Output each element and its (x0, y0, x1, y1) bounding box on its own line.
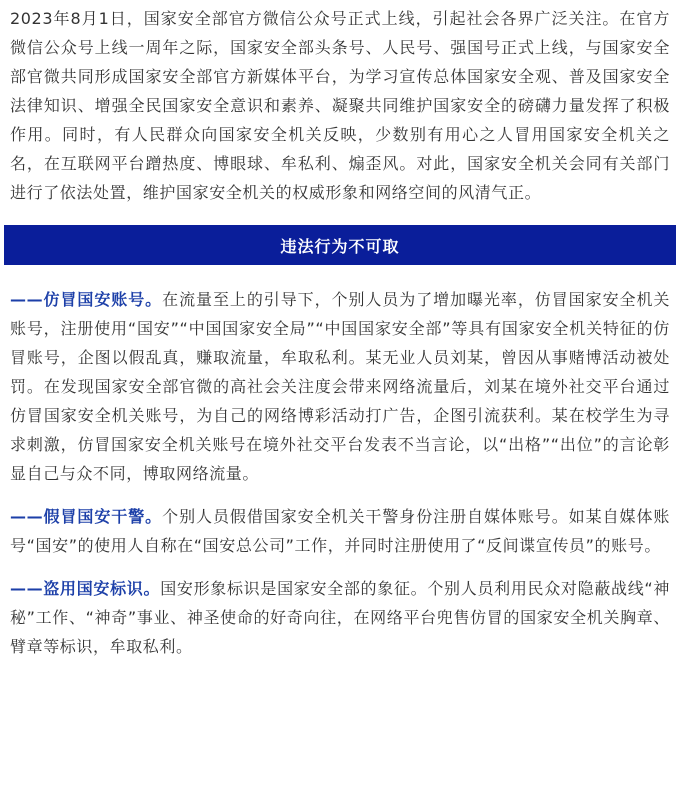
section-text: 个别人员假借国家安全机关干警身份注册自媒体账号。如某自媒体账号“国安”的使用人自称在“国安总公司”工作，并同时注册使用了“反间谍宣传员”的账号。 (10, 507, 670, 555)
section-lead: ——假冒国安干警。 (10, 507, 163, 526)
section-banner: 违法行为不可取 (4, 225, 676, 265)
section-counterfeit-accounts (10, 285, 670, 488)
section-lead: ——盗用国安标识。 (10, 579, 161, 598)
section-text: 国安形象标识是国家安全部的象征。个别人员利用民众对隐蔽战线“神秘”工作、“神奇”事业、神圣使命的好奇向往，在网络平台兜售仿冒的国家安全机关胸章、臂章等标识，牟取私利。 (10, 579, 671, 656)
section-text: 在流量至上的引导下，个别人员为了增加曝光率，仿冒国家安全机关账号，注册使用“国安”“中国国家安全局”“中国国家安全部”等具有国家安全机关特征的仿冒账号，企图以假乱真，赚取流量，牟取私利。某无业人员刘某，曾因从事赌博活动被处罚。在发现国家安全部官微的高社会关注度会带来网络流量后，刘某在境外社交平台通过仿冒国家安全机关账号，为自己的网络博彩活动打广告，企图引流获利。某在校学生为寻求刺激，仿冒国家安全机关账号在境外社交平台发表不当言论，以“出格”“出位”的言论彰显自己与众不同，博取网络流量。 (10, 290, 670, 483)
intro-paragraph: 2023年8月1日，国家安全部官方微信公众号正式上线，引起社会各界广泛关注。在官方微信公众号上线一周年之际，国家安全部头条号、人民号、强国号正式上线，与国家安全部官微共同形成国家安全部官方新媒体平台，为学习宣传总体国家安全观、普及国家安全法律知识、增强全民国家安全意识和素养、凝聚共同维护国家安全的磅礴力量发挥了积极作用。同时，有人民群众向国家安全机关反映，少数别有用心之人冒用国家安全机关之名，在互联网平台蹭热度、博眼球、牟私利、煽歪风。对此，国家安全机关会同有关部门进行了依法处置，维护国家安全机关的权威形象和网络空间的风清气正。 (10, 9, 670, 202)
section-stolen-insignia (10, 574, 670, 661)
section-fake-officers (10, 502, 670, 560)
section-lead: ——仿冒国安账号。 (10, 290, 163, 309)
